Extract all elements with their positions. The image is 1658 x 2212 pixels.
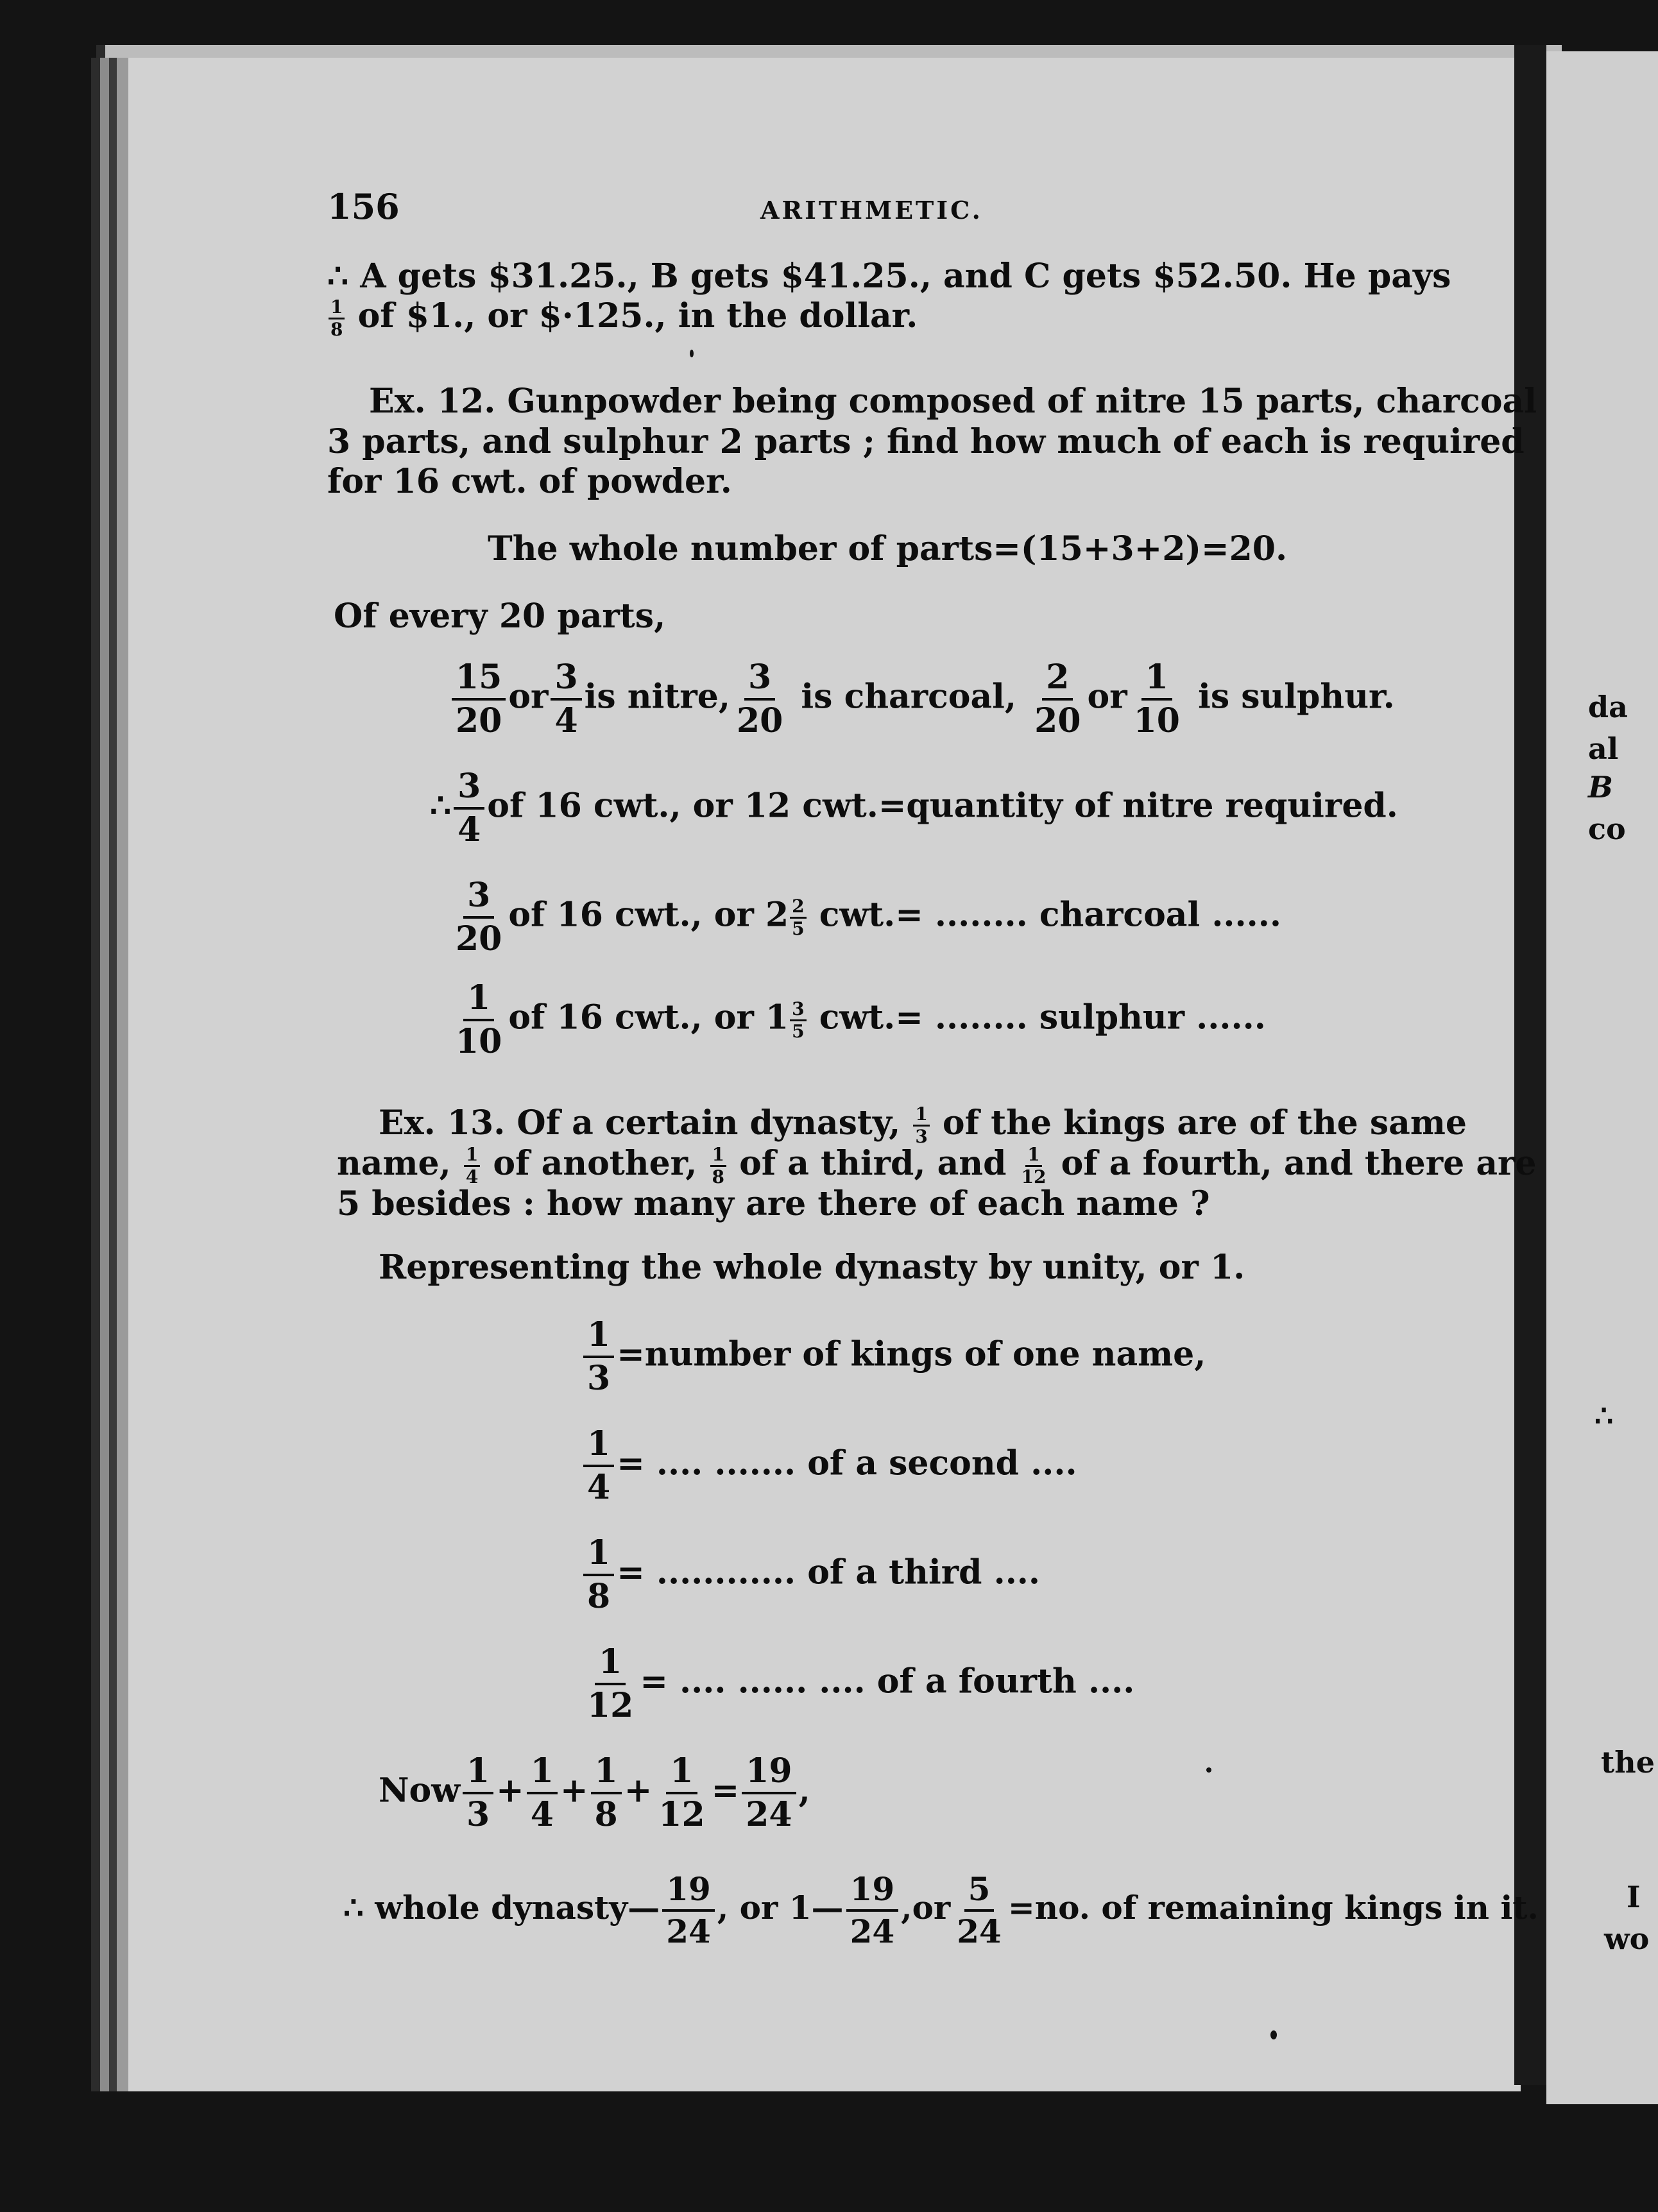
ex13-representing: Representing the whole dynasty by unity, or 1. [379, 1248, 1245, 1287]
fraction: $\frac{1}{4}$ [527, 1755, 558, 1832]
fraction: $\frac{3}{20}$ [736, 658, 783, 740]
ex12-statement-line-2: 3 parts, and sulphur 2 parts ; find how much of each is required [327, 422, 1525, 461]
ex12-every-parts: Of every 20 parts, [334, 597, 666, 636]
running-title: ARITHMETIC. [760, 196, 983, 225]
previous-conclusion-line: ∴ A gets $31.25., B gets $41.25., and C gets $52.50. He pays [327, 257, 1451, 296]
ex12-sulphur-line: $\frac{1}{10}$ of 16 cwt., or 1 $\frac{3}{5}$ cwt.= ........ sulphur ...... [449, 982, 1266, 1059]
facing-text-fragment: al [1588, 731, 1619, 766]
fraction: $\frac{1}{8}$ [710, 1146, 726, 1186]
facing-text-fragment: I [1627, 1880, 1641, 1914]
scan-speck [690, 350, 694, 357]
ex13-statement-line-1: Ex. 13. Of a certain dynasty, $\frac{1}{3}$ of the kings are of the same [379, 1103, 1467, 1147]
fraction: $\frac{1}{8}$ [583, 1536, 614, 1613]
ex12-whole-parts: The whole number of parts=(15+3+2)=20. [488, 529, 1288, 568]
fraction: $\frac{3}{20}$ [456, 876, 502, 958]
fraction: $\frac{1}{3}$ [463, 1755, 493, 1832]
fraction: $\frac{2}{5}$ [790, 898, 806, 938]
fraction: $\frac{1}{3}$ [913, 1105, 929, 1146]
previous-conclusion-line-2: $\frac{1}{8}$ of $1., or $·125., in the dollar. [327, 296, 918, 339]
ex12-statement-line-1: Ex. 12. Gunpowder being composed of nitre 15 parts, charcoal [369, 382, 1537, 421]
fraction: $\frac{1}{12}$ [587, 1642, 634, 1725]
fraction: $\frac{19}{24}$ [662, 1873, 715, 1948]
facing-text-fragment: the [1601, 1745, 1655, 1780]
fraction: $\frac{5}{24}$ [957, 1870, 1002, 1950]
facing-text-fragment: co [1588, 812, 1626, 846]
fraction: $\frac{1}{3}$ [583, 1318, 614, 1395]
facing-text-fragment: wo [1604, 1921, 1650, 1956]
ex13-conclusion-line: ∴ whole dynasty— $\frac{19}{24}$ , or 1— $\frac{19}{24}$ ,or $\frac{5}{24}$ =no. of remaining kings in it. [343, 1870, 1539, 1950]
fraction: $\frac{2}{20}$ [1034, 658, 1081, 740]
fraction: $\frac{1}{12}$ [1021, 1144, 1047, 1187]
fraction: $\frac{3}{4}$ [454, 770, 484, 847]
fraction: $\frac{15}{20}$ [452, 661, 506, 738]
ex12-parts-line: $\frac{15}{20}$ or $\frac{3}{4}$ is nitre, $\frac{3}{20}$ is charcoal, $\frac{2}{20}$ or $\frac{1}{10}$ is sulphur. [449, 661, 1395, 738]
fraction: $\frac{1}{12}$ [658, 1751, 705, 1834]
fraction: $\frac{1}{8}$ [591, 1755, 622, 1832]
fraction: $\frac{3}{5}$ [790, 1000, 806, 1041]
page-number: 156 [327, 186, 400, 227]
facing-text-fragment: B [1588, 770, 1613, 804]
facing-text-fragment: ∴ [1594, 1399, 1614, 1433]
fraction: $\frac{1}{4}$ [464, 1146, 480, 1186]
ex13-statement-line-2: name, $\frac{1}{4}$ of another, $\frac{1}{8}$ of a third, and $\frac{1}{12}$ of a fourth, and there are [337, 1144, 1537, 1187]
ex12-statement-line-3: for 16 cwt. of powder. [327, 462, 732, 501]
facing-text-fragment: da [1588, 690, 1628, 724]
facing-page-fragment [1546, 51, 1658, 2104]
ex13-row-second: $\frac{1}{4}$ = .... ....... of a second .... [581, 1427, 1077, 1504]
fraction: $\frac{19}{24}$ [742, 1755, 796, 1832]
ex13-row-fourth: $\frac{1}{12}$ = .... ...... .... of a fourth .... [581, 1646, 1134, 1723]
fraction: $\frac{19}{24}$ [846, 1873, 899, 1948]
book-gutter [1514, 45, 1546, 2085]
scan-speck [1270, 2030, 1277, 2039]
book-page [128, 58, 1521, 2091]
ex13-row-third: $\frac{1}{8}$ = ............ of a third .... [581, 1536, 1040, 1613]
fraction: $\frac{3}{4}$ [551, 661, 581, 738]
ex13-statement-line-3: 5 besides : how many are there of each name ? [337, 1184, 1210, 1223]
fraction: $\frac{1}{4}$ [583, 1427, 614, 1504]
ex12-charcoal-line: $\frac{3}{20}$ of 16 cwt., or 2 $\frac{2}{5}$ cwt.= ........ charcoal ...... [449, 879, 1281, 956]
ex13-row-one-name: $\frac{1}{3}$ =number of kings of one name, [581, 1318, 1206, 1395]
fraction: $\frac{1}{10}$ [1133, 658, 1180, 740]
fraction: $\frac{1}{10}$ [456, 978, 502, 1061]
scan-speck [1206, 1767, 1211, 1773]
ex13-sum-line: Now $\frac{1}{3}$ + $\frac{1}{4}$ + $\frac{1}{8}$ + $\frac{1}{12}$ = $\frac{19}{24}$ , [379, 1751, 810, 1834]
fraction: $\frac{1}{8}$ [329, 298, 345, 339]
ex12-nitre-line: ∴ $\frac{3}{4}$ of 16 cwt., or 12 cwt.=quantity of nitre required. [430, 767, 1398, 849]
